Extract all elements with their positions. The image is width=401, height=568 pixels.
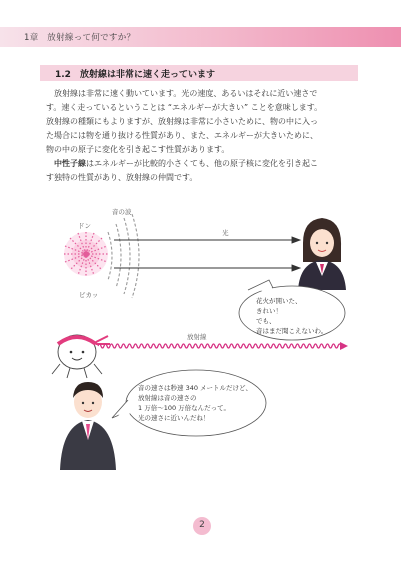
man-bubble-text	[138, 383, 252, 423]
paragraph-line: 物の中の原子に変化を引き起こす性質があります。	[46, 145, 230, 154]
bubble-line: きれい！	[256, 307, 282, 315]
firework-burst	[64, 232, 108, 276]
paragraph-line: た場合には物を通り抜ける性質があり、また、エネルギーが大きいために、	[46, 131, 318, 140]
bubble-line: 音の速さは秒速 340 メートルだけど、	[138, 384, 253, 392]
paragraph-line: す。速く走っているということは “エネルギーが大きい” ことを意味します。	[46, 103, 323, 112]
bubble-line: 放射線は音の速さの	[138, 394, 197, 402]
paragraph-text: はエネルギーが比較的小さくても、他の原子核に変化を引き起こ	[86, 159, 318, 168]
don-label: ドン	[78, 222, 91, 230]
bubble-line: でも、	[256, 317, 276, 325]
page-number: 2	[199, 520, 205, 530]
man-character	[60, 382, 116, 470]
bubble-line: 音はまだ聞こえないわ。	[256, 327, 328, 335]
bubble-line: 光の速さに近いんだね！	[138, 414, 210, 422]
paragraph-line: す独特の性質があり、放射線の仲間です。	[46, 173, 198, 182]
paragraph-line: 放射線は非常に速く動いています。光の速度、あるいはそれに近い速さで	[46, 89, 318, 98]
girl-character	[298, 218, 346, 290]
round-character	[52, 335, 110, 378]
sound-wave-arcs	[108, 214, 139, 298]
radiation-label: 放射線	[187, 333, 207, 341]
light-label: 光	[222, 229, 229, 237]
light-arrows	[114, 237, 300, 271]
paragraph-line: 放射線の種類にもよりますが、放射線は非常に小さいために、物の中に入っ	[46, 117, 318, 126]
radiation-wave-arrow	[98, 342, 348, 350]
bubble-line: 花火が開いた、	[256, 297, 302, 305]
bubble-line: 1 万倍～100 万倍なんだって。	[138, 404, 231, 412]
neutron-term: 中性子線	[54, 159, 86, 168]
sound-wave-label: 音の波	[112, 208, 132, 216]
chapter-title: 1章 放射線って何ですか？	[24, 33, 136, 43]
pika-label: ピカッ	[79, 291, 99, 299]
section-title: 1.2 放射線は非常に速く走っています	[55, 70, 215, 80]
girl-bubble-text	[256, 296, 327, 336]
